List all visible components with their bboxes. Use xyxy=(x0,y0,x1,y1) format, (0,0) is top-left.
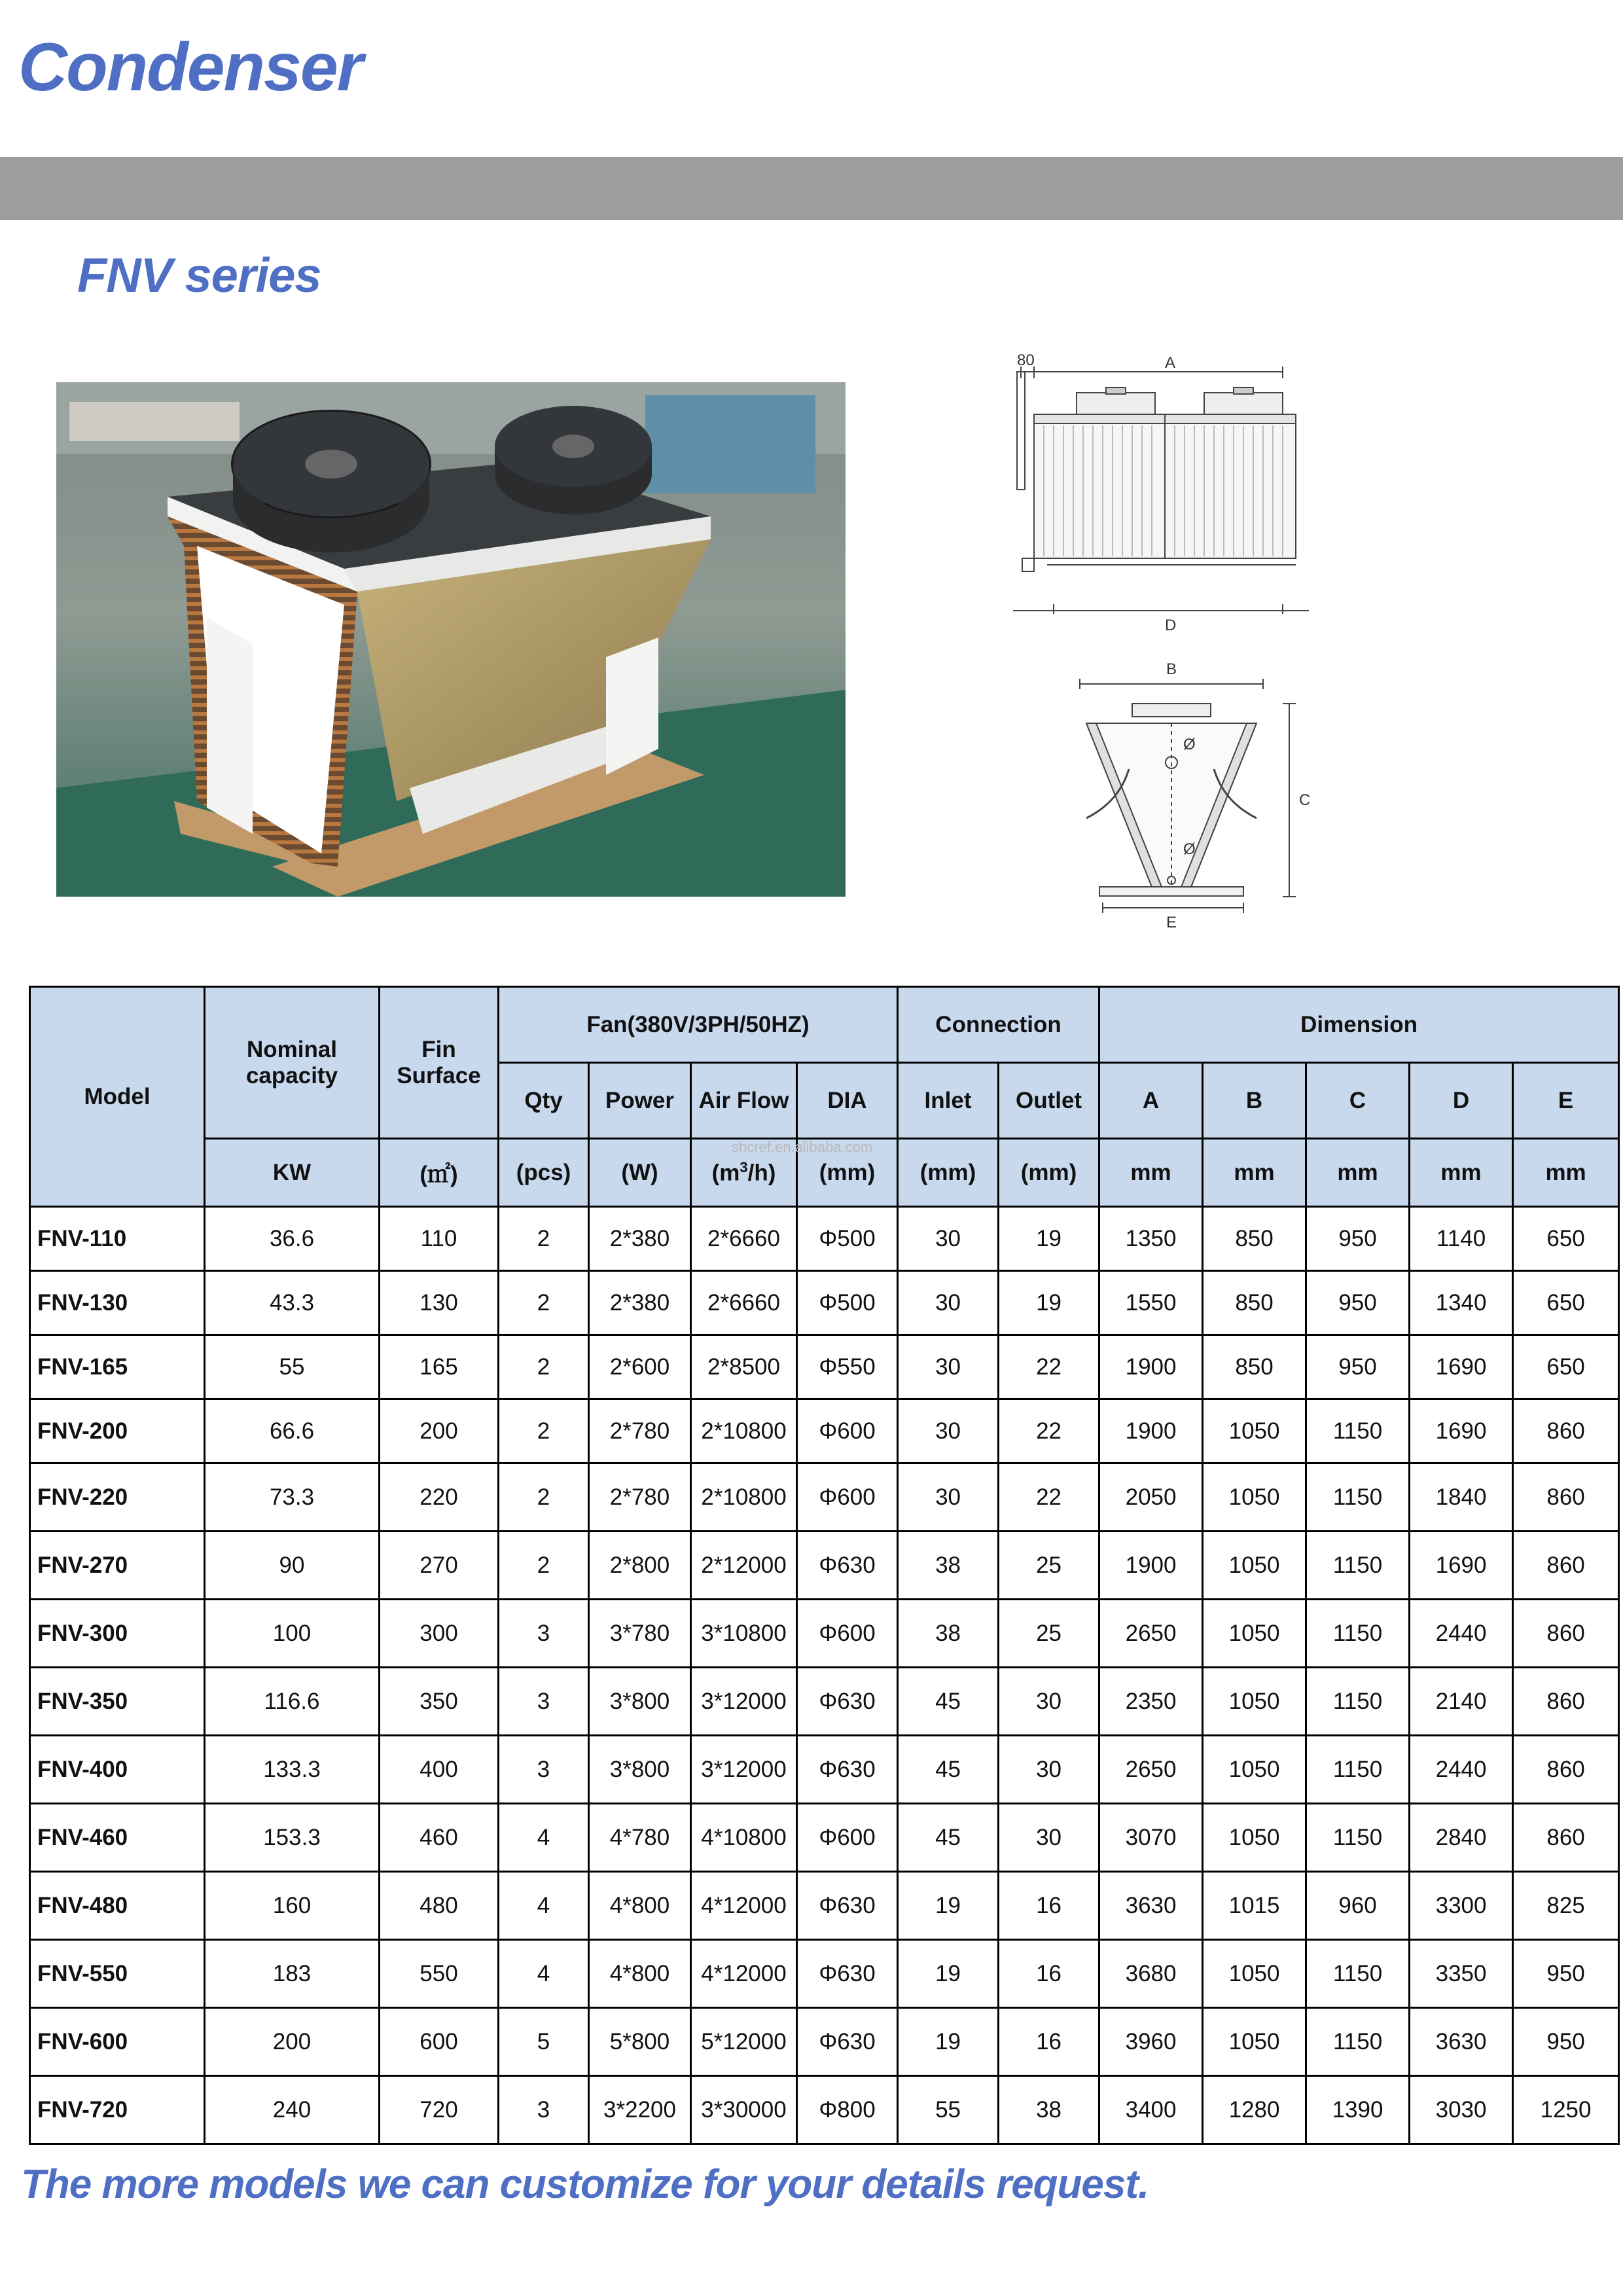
cell-kw: 36.6 xyxy=(205,1207,380,1271)
cell-b: 1015 xyxy=(1203,1872,1306,1940)
unit-dim-b: mm xyxy=(1203,1139,1306,1207)
header-outlet: Outlet xyxy=(999,1063,1099,1139)
cell-d: 1690 xyxy=(1410,1532,1513,1600)
cell-model: FNV-480 xyxy=(30,1872,205,1940)
cell-power: 5*800 xyxy=(589,2008,691,2076)
cell-fin: 220 xyxy=(380,1463,499,1532)
cell-outlet: 22 xyxy=(999,1335,1099,1399)
cell-power: 2*800 xyxy=(589,1532,691,1600)
unit-qty: (pcs) xyxy=(499,1139,589,1207)
unit-fin: (㎡) xyxy=(380,1139,499,1207)
cell-airflow: 3*30000 xyxy=(691,2076,797,2144)
cell-e: 860 xyxy=(1513,1668,1619,1736)
header-airflow: Air Flow xyxy=(691,1063,797,1139)
cell-kw: 66.6 xyxy=(205,1399,380,1463)
dim-label-e: E xyxy=(1166,914,1177,931)
cell-inlet: 30 xyxy=(898,1463,999,1532)
cell-power: 4*800 xyxy=(589,1872,691,1940)
unit-dim-c: mm xyxy=(1306,1139,1410,1207)
cell-inlet: 30 xyxy=(898,1207,999,1271)
cell-model: FNV-350 xyxy=(30,1668,205,1736)
series-title: FNV series xyxy=(77,248,321,302)
cell-outlet: 30 xyxy=(999,1736,1099,1804)
cell-a: 1350 xyxy=(1099,1207,1203,1271)
cell-d: 3630 xyxy=(1410,2008,1513,2076)
cell-c: 1150 xyxy=(1306,1532,1410,1600)
cell-inlet: 30 xyxy=(898,1271,999,1335)
cell-dia: Φ630 xyxy=(797,1668,898,1736)
cell-airflow: 3*12000 xyxy=(691,1668,797,1736)
cell-power: 3*800 xyxy=(589,1736,691,1804)
cell-model: FNV-130 xyxy=(30,1271,205,1335)
cell-power: 3*800 xyxy=(589,1668,691,1736)
cell-qty: 2 xyxy=(499,1399,589,1463)
cell-d: 2440 xyxy=(1410,1736,1513,1804)
cell-d: 3030 xyxy=(1410,2076,1513,2144)
cell-outlet: 19 xyxy=(999,1207,1099,1271)
cell-c: 1150 xyxy=(1306,1463,1410,1532)
cell-a: 3070 xyxy=(1099,1804,1203,1872)
diameter-symbol: Ø xyxy=(1183,840,1196,858)
cell-outlet: 22 xyxy=(999,1463,1099,1532)
cell-d: 1340 xyxy=(1410,1271,1513,1335)
cell-c: 1150 xyxy=(1306,1804,1410,1872)
cell-qty: 3 xyxy=(499,1668,589,1736)
cell-kw: 160 xyxy=(205,1872,380,1940)
cell-kw: 116.6 xyxy=(205,1668,380,1736)
cell-power: 3*2200 xyxy=(589,2076,691,2144)
cell-kw: 183 xyxy=(205,1940,380,2008)
cell-dia: Φ800 xyxy=(797,2076,898,2144)
cell-inlet: 38 xyxy=(898,1532,999,1600)
cell-fin: 270 xyxy=(380,1532,499,1600)
cell-d: 1690 xyxy=(1410,1335,1513,1399)
cell-a: 1900 xyxy=(1099,1532,1203,1600)
table-row xyxy=(30,1668,1619,1736)
cell-dia: Φ600 xyxy=(797,1804,898,1872)
cell-inlet: 19 xyxy=(898,1940,999,2008)
cell-a: 2350 xyxy=(1099,1668,1203,1736)
cell-b: 1050 xyxy=(1203,1463,1306,1532)
cell-dia: Φ630 xyxy=(797,1872,898,1940)
cell-fin: 130 xyxy=(380,1271,499,1335)
table-row xyxy=(30,1207,1619,1271)
cell-e: 950 xyxy=(1513,2008,1619,2076)
cell-d: 1690 xyxy=(1410,1399,1513,1463)
cell-fin: 480 xyxy=(380,1872,499,1940)
cell-airflow: 2*10800 xyxy=(691,1399,797,1463)
cell-kw: 153.3 xyxy=(205,1804,380,1872)
cell-b: 1050 xyxy=(1203,1668,1306,1736)
cell-dia: Φ600 xyxy=(797,1463,898,1532)
cell-fin: 165 xyxy=(380,1335,499,1399)
cell-qty: 4 xyxy=(499,1804,589,1872)
cell-qty: 4 xyxy=(499,1872,589,1940)
cell-d: 1840 xyxy=(1410,1463,1513,1532)
cell-e: 860 xyxy=(1513,1736,1619,1804)
cell-qty: 3 xyxy=(499,1736,589,1804)
cell-b: 1050 xyxy=(1203,1940,1306,2008)
table-row xyxy=(30,2008,1619,2076)
cell-e: 950 xyxy=(1513,1940,1619,2008)
unit-power: (W) xyxy=(589,1139,691,1207)
header-dimension: Dimension xyxy=(1099,987,1619,1063)
cell-qty: 4 xyxy=(499,1940,589,2008)
cell-a: 2050 xyxy=(1099,1463,1203,1532)
cell-dia: Φ500 xyxy=(797,1207,898,1271)
cell-airflow: 3*10800 xyxy=(691,1600,797,1668)
header-inlet: Inlet xyxy=(898,1063,999,1139)
cell-qty: 2 xyxy=(499,1532,589,1600)
unit-dim-a: mm xyxy=(1099,1139,1203,1207)
cell-model: FNV-550 xyxy=(30,1940,205,2008)
cell-airflow: 4*12000 xyxy=(691,1872,797,1940)
cell-qty: 2 xyxy=(499,1271,589,1335)
unit-kw: KW xyxy=(205,1139,380,1207)
cell-d: 3300 xyxy=(1410,1872,1513,1940)
cell-model: FNV-200 xyxy=(30,1399,205,1463)
cell-power: 4*800 xyxy=(589,1940,691,2008)
cell-fin: 720 xyxy=(380,2076,499,2144)
cell-dia: Φ630 xyxy=(797,1940,898,2008)
cell-inlet: 38 xyxy=(898,1600,999,1668)
header-dia: DIA xyxy=(797,1063,898,1139)
cell-outlet: 30 xyxy=(999,1804,1099,1872)
cell-kw: 90 xyxy=(205,1532,380,1600)
cell-c: 1150 xyxy=(1306,1399,1410,1463)
cell-qty: 2 xyxy=(499,1207,589,1271)
cell-airflow: 2*6660 xyxy=(691,1271,797,1335)
header-qty: Qty xyxy=(499,1063,589,1139)
table-row xyxy=(30,1872,1619,1940)
cell-model: FNV-270 xyxy=(30,1532,205,1600)
cell-airflow: 2*8500 xyxy=(691,1335,797,1399)
cell-outlet: 19 xyxy=(999,1271,1099,1335)
cell-c: 1150 xyxy=(1306,1736,1410,1804)
cell-fin: 460 xyxy=(380,1804,499,1872)
cell-dia: Φ600 xyxy=(797,1399,898,1463)
header-nominal-capacity: Nominal capacity xyxy=(205,987,380,1139)
table-row xyxy=(30,1335,1619,1399)
cell-c: 1150 xyxy=(1306,2008,1410,2076)
cell-outlet: 25 xyxy=(999,1600,1099,1668)
cell-c: 1150 xyxy=(1306,1600,1410,1668)
header-model: Model xyxy=(30,987,205,1207)
cell-fin: 350 xyxy=(380,1668,499,1736)
cell-qty: 3 xyxy=(499,2076,589,2144)
unit-dim-e: mm xyxy=(1513,1139,1619,1207)
cell-inlet: 55 xyxy=(898,2076,999,2144)
cell-e: 860 xyxy=(1513,1399,1619,1463)
cell-airflow: 4*12000 xyxy=(691,1940,797,2008)
cell-kw: 43.3 xyxy=(205,1271,380,1335)
cell-d: 1140 xyxy=(1410,1207,1513,1271)
cell-a: 1900 xyxy=(1099,1335,1203,1399)
cell-qty: 3 xyxy=(499,1600,589,1668)
cell-outlet: 30 xyxy=(999,1668,1099,1736)
header-dim-d: D xyxy=(1410,1063,1513,1139)
cell-e: 860 xyxy=(1513,1463,1619,1532)
cell-a: 1900 xyxy=(1099,1399,1203,1463)
diameter-symbol: Ø xyxy=(1183,736,1196,753)
cell-inlet: 45 xyxy=(898,1736,999,1804)
cell-a: 1550 xyxy=(1099,1271,1203,1335)
cell-outlet: 16 xyxy=(999,1940,1099,2008)
cell-outlet: 16 xyxy=(999,2008,1099,2076)
unit-inlet: (mm) xyxy=(898,1139,999,1207)
cell-airflow: 2*10800 xyxy=(691,1463,797,1532)
cell-e: 650 xyxy=(1513,1271,1619,1335)
cell-kw: 240 xyxy=(205,2076,380,2144)
cell-c: 950 xyxy=(1306,1335,1410,1399)
dim-label-a: A xyxy=(1165,354,1176,372)
side-view-drawing xyxy=(1067,658,1315,933)
cell-dia: Φ600 xyxy=(797,1600,898,1668)
cell-c: 1150 xyxy=(1306,1940,1410,2008)
table-row xyxy=(30,1532,1619,1600)
cell-fin: 200 xyxy=(380,1399,499,1463)
cell-a: 3960 xyxy=(1099,2008,1203,2076)
table-row xyxy=(30,1600,1619,1668)
cell-fin: 300 xyxy=(380,1600,499,1668)
cell-b: 1050 xyxy=(1203,1600,1306,1668)
cell-e: 650 xyxy=(1513,1207,1619,1271)
cell-fin: 110 xyxy=(380,1207,499,1271)
cell-d: 3350 xyxy=(1410,1940,1513,2008)
cell-kw: 200 xyxy=(205,2008,380,2076)
spec-table xyxy=(29,986,1620,2145)
cell-airflow: 2*6660 xyxy=(691,1207,797,1271)
cell-model: FNV-720 xyxy=(30,2076,205,2144)
header-power: Power xyxy=(589,1063,691,1139)
cell-a: 2650 xyxy=(1099,1600,1203,1668)
cell-b: 1050 xyxy=(1203,1399,1306,1463)
cell-kw: 73.3 xyxy=(205,1463,380,1532)
cell-kw: 133.3 xyxy=(205,1736,380,1804)
unit-dia: (mm) xyxy=(797,1139,898,1207)
cell-b: 1050 xyxy=(1203,2008,1306,2076)
cell-inlet: 19 xyxy=(898,2008,999,2076)
cell-b: 850 xyxy=(1203,1207,1306,1271)
cell-power: 2*600 xyxy=(589,1335,691,1399)
cell-e: 860 xyxy=(1513,1804,1619,1872)
cell-a: 3400 xyxy=(1099,2076,1203,2144)
dim-label-offset: 80 xyxy=(1017,352,1035,369)
cell-d: 2140 xyxy=(1410,1668,1513,1736)
dim-label-c: C xyxy=(1299,791,1311,809)
cell-e: 860 xyxy=(1513,1600,1619,1668)
cell-dia: Φ630 xyxy=(797,1736,898,1804)
cell-inlet: 30 xyxy=(898,1399,999,1463)
front-view-drawing xyxy=(1008,352,1309,640)
cell-power: 2*380 xyxy=(589,1271,691,1335)
cell-power: 2*380 xyxy=(589,1207,691,1271)
spec-table-body xyxy=(30,1207,1619,2144)
cell-outlet: 38 xyxy=(999,2076,1099,2144)
cell-a: 3680 xyxy=(1099,1940,1203,2008)
cell-qty: 2 xyxy=(499,1463,589,1532)
cell-b: 1050 xyxy=(1203,1736,1306,1804)
cell-power: 4*780 xyxy=(589,1804,691,1872)
cell-b: 1280 xyxy=(1203,2076,1306,2144)
cell-airflow: 4*10800 xyxy=(691,1804,797,1872)
cell-model: FNV-400 xyxy=(30,1736,205,1804)
table-row xyxy=(30,1463,1619,1532)
cell-outlet: 25 xyxy=(999,1532,1099,1600)
cell-c: 1150 xyxy=(1306,1668,1410,1736)
header-dim-e: E xyxy=(1513,1063,1619,1139)
cell-model: FNV-220 xyxy=(30,1463,205,1532)
cell-dia: Φ630 xyxy=(797,2008,898,2076)
cell-d: 2840 xyxy=(1410,1804,1513,1872)
cell-inlet: 45 xyxy=(898,1668,999,1736)
table-row xyxy=(30,2076,1619,2144)
cell-airflow: 3*12000 xyxy=(691,1736,797,1804)
cell-dia: Φ500 xyxy=(797,1271,898,1335)
cell-a: 3630 xyxy=(1099,1872,1203,1940)
header-fin-surface: Fin Surface xyxy=(380,987,499,1139)
cell-b: 850 xyxy=(1203,1335,1306,1399)
cell-fin: 600 xyxy=(380,2008,499,2076)
dim-label-b: B xyxy=(1166,660,1177,678)
cell-airflow: 2*12000 xyxy=(691,1532,797,1600)
cell-outlet: 16 xyxy=(999,1872,1099,1940)
page-title: Condenser xyxy=(18,29,363,105)
fan-icon xyxy=(495,406,652,514)
cell-fin: 400 xyxy=(380,1736,499,1804)
unit-airflow: $(m^3/h)$ xyxy=(691,1139,797,1207)
product-photo xyxy=(56,382,846,897)
cell-b: 1050 xyxy=(1203,1532,1306,1600)
header-dim-b: B xyxy=(1203,1063,1306,1139)
table-row xyxy=(30,1804,1619,1872)
header-band xyxy=(0,157,1623,220)
cell-kw: 55 xyxy=(205,1335,380,1399)
watermark: shcref.en.alibaba.com xyxy=(732,1139,873,1155)
header-fan: Fan(380V/3PH/50HZ) xyxy=(499,987,898,1063)
cell-b: 1050 xyxy=(1203,1804,1306,1872)
cell-model: FNV-460 xyxy=(30,1804,205,1872)
table-row xyxy=(30,1271,1619,1335)
cell-power: 2*780 xyxy=(589,1463,691,1532)
cell-kw: 100 xyxy=(205,1600,380,1668)
cell-b: 850 xyxy=(1203,1271,1306,1335)
cell-c: 950 xyxy=(1306,1271,1410,1335)
cell-qty: 2 xyxy=(499,1335,589,1399)
dim-label-d: D xyxy=(1165,617,1177,634)
table-row xyxy=(30,1399,1619,1463)
header-dim-c: C xyxy=(1306,1063,1410,1139)
cell-outlet: 22 xyxy=(999,1399,1099,1463)
cell-e: 1250 xyxy=(1513,2076,1619,2144)
cell-power: 3*780 xyxy=(589,1600,691,1668)
cell-inlet: 30 xyxy=(898,1335,999,1399)
cell-inlet: 45 xyxy=(898,1804,999,1872)
header-dim-a: A xyxy=(1099,1063,1203,1139)
cell-dia: Φ630 xyxy=(797,1532,898,1600)
cell-model: FNV-110 xyxy=(30,1207,205,1271)
cell-e: 650 xyxy=(1513,1335,1619,1399)
cell-e: 860 xyxy=(1513,1532,1619,1600)
table-row xyxy=(30,1736,1619,1804)
table-row xyxy=(30,1940,1619,2008)
cell-qty: 5 xyxy=(499,2008,589,2076)
cell-c: 950 xyxy=(1306,1207,1410,1271)
cell-fin: 550 xyxy=(380,1940,499,2008)
cell-inlet: 19 xyxy=(898,1872,999,1940)
cell-e: 825 xyxy=(1513,1872,1619,1940)
unit-dim-d: mm xyxy=(1410,1139,1513,1207)
unit-outlet: (mm) xyxy=(999,1139,1099,1207)
cell-airflow: 5*12000 xyxy=(691,2008,797,2076)
header-connection: Connection xyxy=(898,987,1099,1063)
cell-d: 2440 xyxy=(1410,1600,1513,1668)
cell-model: FNV-165 xyxy=(30,1335,205,1399)
footer-note: The more models we can customize for your details request. xyxy=(21,2162,1149,2207)
fan-icon xyxy=(233,412,429,552)
cell-c: 1390 xyxy=(1306,2076,1410,2144)
cell-dia: Φ550 xyxy=(797,1335,898,1399)
cell-power: 2*780 xyxy=(589,1399,691,1463)
cell-a: 2650 xyxy=(1099,1736,1203,1804)
cell-c: 960 xyxy=(1306,1872,1410,1940)
cell-model: FNV-300 xyxy=(30,1600,205,1668)
cell-model: FNV-600 xyxy=(30,2008,205,2076)
